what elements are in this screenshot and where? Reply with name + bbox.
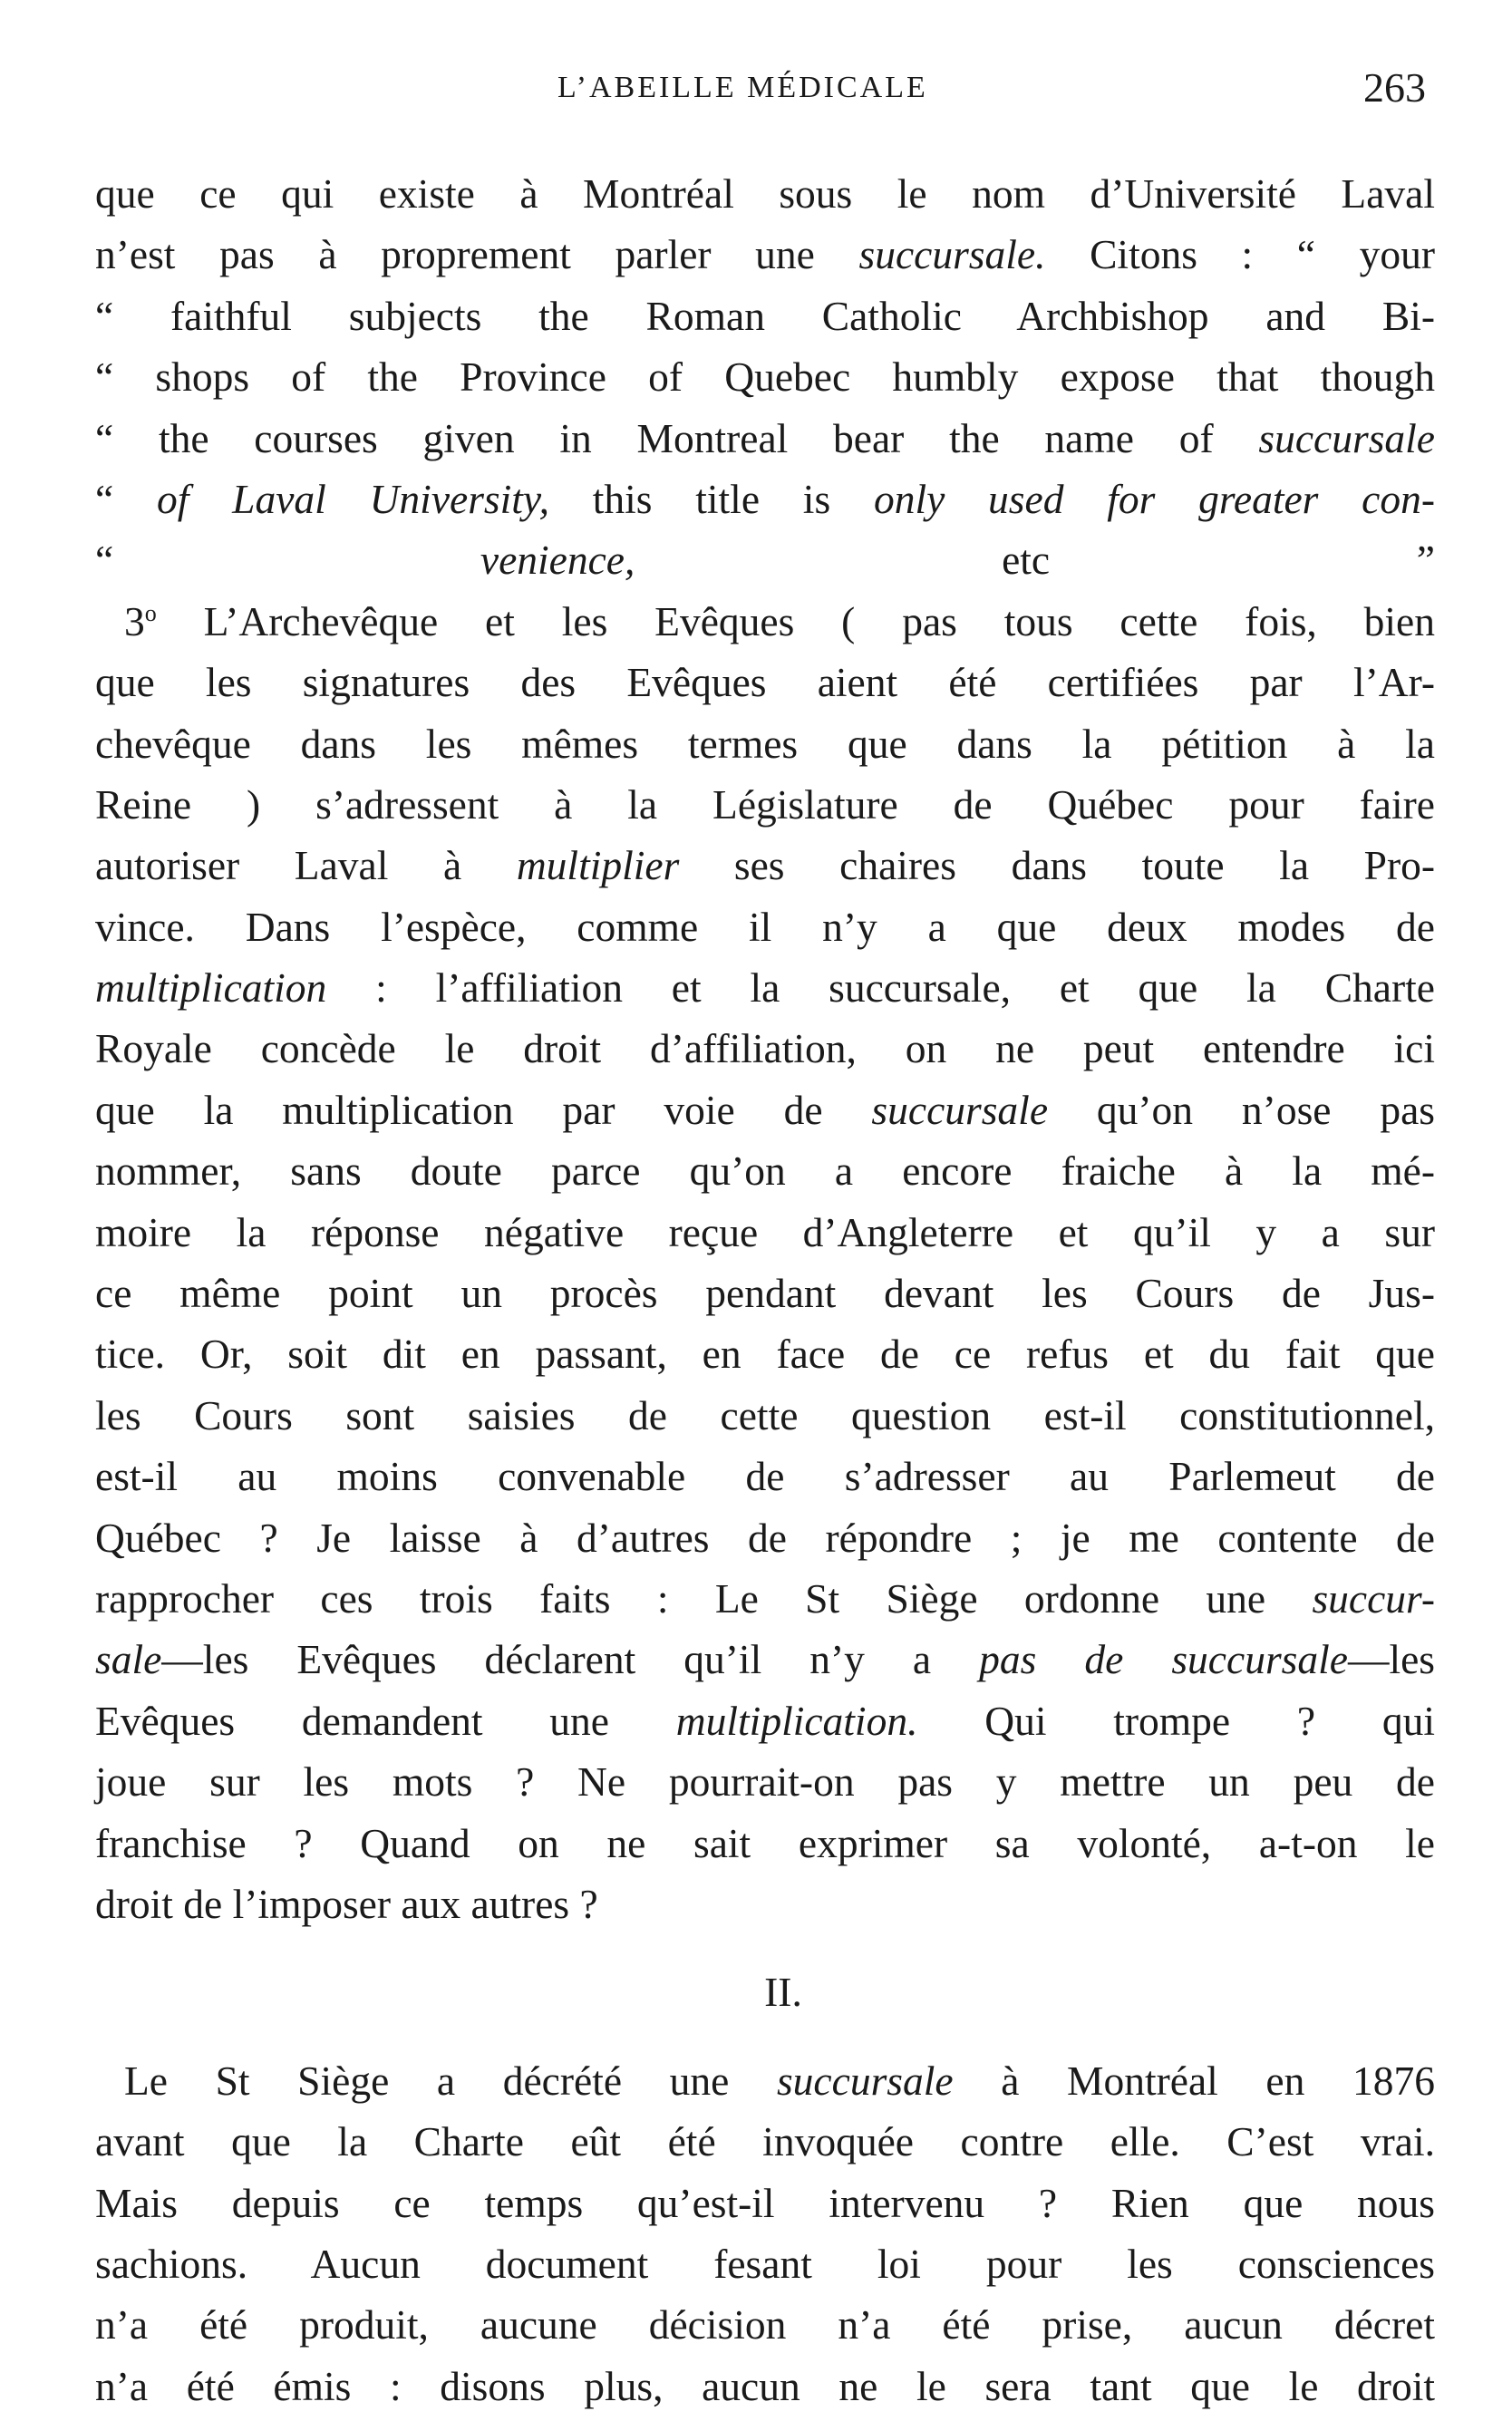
italic-text: multiplication. [675,1697,918,1744]
section-spacer [95,2023,1435,2050]
text-run: chevêque dans les mêmes termes que dans la pétition à la [95,720,1435,767]
italic-text: succursale. [858,231,1046,278]
text-run: —les [1347,1636,1435,1683]
text-run: joue sur les mots ? Ne pourrait-on pas y mettre un peu de [95,1758,1435,1806]
text-run: L’Archevêque et les Evêques ( pas tous cette fois, bien [156,597,1435,644]
italic-text: succur- [1312,1574,1435,1622]
italic-text: multiplication [95,964,327,1012]
text-run: moire la réponse négative reçue d’Angleterre et qu’il y a sur [95,1208,1435,1255]
text-run: this title is [548,475,874,522]
text-run: droit de l’imposer aux autres ? [95,1880,598,1927]
text-run: —les Evêques déclarent qu’il n’y a [161,1636,980,1683]
text-line [95,1874,1435,1934]
text-run: Reine ) s’adressent à la Législature de Québec pour faire [95,780,1435,828]
text-line [95,2233,1435,2294]
text-run: vince. Dans l’espèce, comme il n’y a que deux modes de [95,903,1435,950]
text-run: ce même point un procès pendant devant les Cours de Jus- [95,1270,1435,1317]
text-run: : l’affiliation et la succursale, et que la Charte [326,964,1435,1012]
italic-text: of Laval University, [156,475,549,522]
italic-text: succursale [1258,414,1435,461]
text-line [95,2173,1435,2233]
text-line [95,652,1435,712]
text-line [95,1568,1435,1629]
text-run: Le St Siège a décrété une [124,2057,777,2104]
text-run: que ce qui existe à Montréal sous le nom d’Université Laval [95,170,1435,217]
text-line [95,957,1435,1018]
running-title: L’ABEILLE MÉDICALE [557,71,928,104]
text-line [95,408,1435,469]
text-line [95,1629,1435,1690]
text-run: 3 [124,597,145,644]
text-line [95,591,1435,652]
text-line [95,1202,1435,1263]
paragraph-continued [95,163,1435,1934]
text-run: est-il au moins convenable de s’adresser au Parlemeut de [95,1453,1435,1500]
text-line [95,1080,1435,1140]
text-run: “ [95,475,157,522]
text-run: tice. Or, soit dit en passant, en face de ce refus et du fait que [95,1331,1435,1378]
text-run: rapprocher ces trois faits : Le St Siège ordonne une [95,1574,1313,1622]
text-run: Qui trompe ? qui [917,1697,1436,1744]
text-line [95,713,1435,774]
text-line [95,1018,1435,1079]
section-heading: II. [764,1969,802,2016]
text-run: “ [95,537,480,584]
italic-text: succursale [871,1086,1049,1133]
text-line [95,1751,1435,1812]
section-spacer [95,1934,1435,1961]
text-line [95,774,1435,835]
text-run: franchise ? Quand on ne sait exprimer sa volonté, a-t-on le [95,1819,1435,1866]
text-run: qu’on n’ose pas [1048,1086,1436,1133]
text-line [95,1690,1435,1751]
text-run: etc ” [635,537,1435,584]
text-line [95,286,1435,346]
page-number: 263 [1363,64,1426,111]
text-line [95,2050,1435,2111]
text-line [95,163,1435,224]
text-run: à Montréal en 1876 [953,2057,1435,2104]
text-line [95,1813,1435,1874]
text-run: “ the courses given in Montreal bear the name of [95,414,1259,461]
text-run: Evêques demandent une [95,1697,676,1744]
text-line [95,469,1435,529]
text-run: avant que la Charte eût été invoquée contre elle. C’est vrai. [95,2118,1435,2165]
text-line [95,224,1435,285]
text-line [95,835,1435,896]
text-run: que la multiplication par voie de [95,1086,872,1133]
text-run: Royale concède le droit d’affiliation, on ne peut entendre ici [95,1025,1435,1072]
text-line [95,1507,1435,1568]
italic-text: venience, [480,537,635,584]
text-line [95,2294,1435,2355]
text-run: Citons : “ your [1045,231,1435,278]
text-line [95,1385,1435,1446]
text-run: n’a été émis : disons plus, aucun ne le sera tant que le droit [95,2362,1435,2409]
text-run: autoriser Laval à [95,842,517,889]
text-line [95,896,1435,957]
text-run: ses chaires dans toute la Pro- [679,842,1435,889]
text-run: Mais depuis ce temps qu’est-il intervenu ? Rien que nous [95,2179,1435,2226]
text-line [95,2111,1435,2172]
text-line [95,346,1435,407]
text-line [95,529,1435,590]
text-line [95,1263,1435,1323]
text-line [95,2356,1435,2416]
superscript-text: o [144,599,157,626]
text-run: Québec ? Je laisse à d’autres de répondre ; je me contente de [95,1514,1435,1561]
italic-text: succursale [776,2057,954,2104]
page-header [95,63,1426,118]
text-line [95,1446,1435,1506]
text-run: nommer, sans doute parce qu’on a encore fraiche à la mé- [95,1148,1435,1195]
text-run: sachions. Aucun document fesant loi pour les consciences [95,2240,1435,2287]
text-line [95,1323,1435,1384]
text-run: “ faithful subjects the Roman Catholic Archbishop and Bi- [95,292,1435,339]
italic-text: sale [95,1636,162,1683]
text-line [95,1140,1435,1201]
text-run: que les signatures des Evêques aient été certifiées par l’Ar- [95,659,1435,706]
italic-text: multiplier [516,842,680,889]
italic-text: only used for greater con- [873,475,1435,522]
text-run: “ shops of the Province of Quebec humbly expose that though [95,353,1435,401]
text-run: les Cours sont saisies de cette question est-il constitutionnel, [95,1391,1435,1438]
body-text [95,163,1435,2416]
section-paragraph [95,2050,1435,2416]
text-run: n’a été produit, aucune décision n’a été prise, aucun décret [95,2301,1435,2348]
italic-text: pas de succursale [979,1636,1348,1683]
text-run: n’est pas à proprement parler une [95,231,859,278]
